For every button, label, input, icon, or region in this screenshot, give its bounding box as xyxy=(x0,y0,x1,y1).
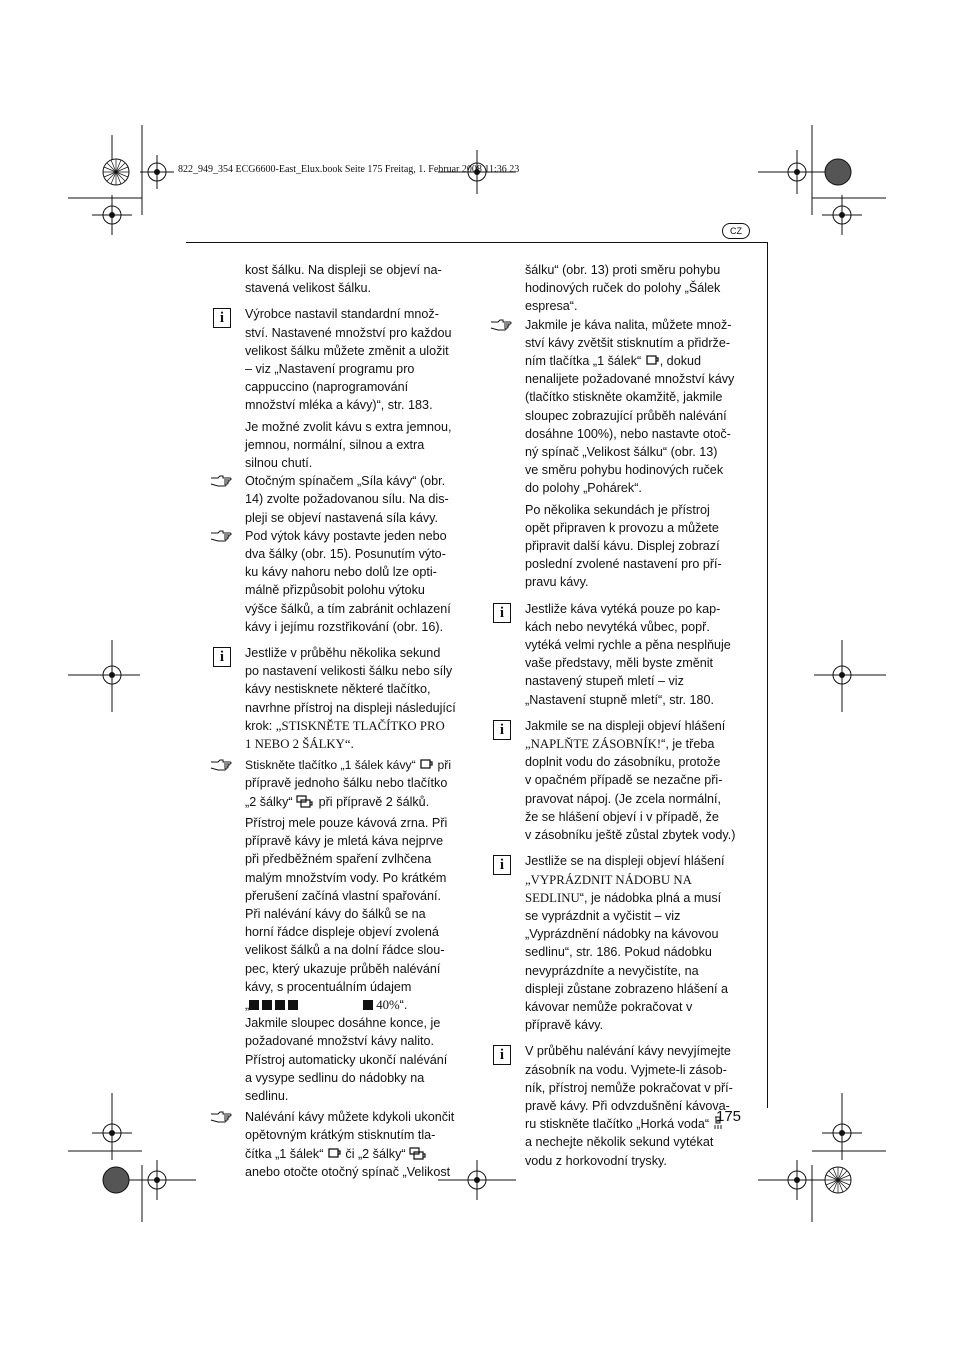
text-line: sloupec zobrazující průběh nalévání xyxy=(525,408,727,423)
text-line: ství. Nastavené množství pro každou xyxy=(245,325,452,340)
text-line: stavená velikost šálku. xyxy=(245,281,371,296)
info-icon: i xyxy=(493,855,511,875)
text-line: pravovat nápoj. (Je zcela normální, xyxy=(525,791,722,806)
text-line: Jakmile se na displeji objeví hlášení xyxy=(525,718,726,733)
two-cups-icon xyxy=(296,795,315,808)
progress-bar-blocks xyxy=(249,998,301,1012)
text-line: nenalijete požadované množství kávy xyxy=(525,372,735,387)
text-line: kávy i jejímu rozstřikování (obr. 16). xyxy=(245,619,444,634)
step-press-cup-button xyxy=(245,757,471,1104)
text-line: navrhne přístroj na displeji následující xyxy=(245,700,456,715)
intro-text xyxy=(245,262,471,296)
continuation-text xyxy=(525,262,751,315)
text-line: 14) zvolte požadovanou sílu. Na dis- xyxy=(245,492,449,507)
text-line xyxy=(525,890,751,906)
text-fragment: , dokud xyxy=(659,354,701,369)
text-line: kávovar nemůže pokračovat v xyxy=(525,999,693,1014)
display-message: „NAPLŇTE ZÁSOBNÍK! xyxy=(525,737,662,752)
text-fragment: Stiskněte tlačítko „1 šálek kávy“ xyxy=(245,758,416,773)
text-line: cappuccino (naprogramování xyxy=(245,380,409,395)
text-line: kávy, s procentuálním údajem xyxy=(245,979,412,994)
text-fragment: “, je třeba xyxy=(661,737,715,752)
info-note-standard-amount xyxy=(219,306,471,471)
text-fragment: ním tlačítka „1 šálek“ xyxy=(525,354,642,369)
text-fragment: ru stiskněte tlačítko „Horká voda“ xyxy=(525,1117,710,1132)
text-line: Je možné zvolit kávu s extra jemnou, xyxy=(245,419,452,434)
file-info-header: 822_949_354 ECG6600-East_Elux.book Seite 175 Freitag, 1. Februar 2008 11:36 23 xyxy=(178,164,520,175)
info-note-water-tank xyxy=(499,1043,751,1168)
text-line: sedlinu“, str. 186. Pokud nádobku xyxy=(525,945,712,960)
text-line: přípravě kávy je mletá káva nejprve xyxy=(245,834,444,849)
step-increase-amount xyxy=(525,317,751,591)
info-note-fill-tank xyxy=(499,718,751,843)
info-note-empty-grounds xyxy=(499,853,751,1033)
text-line: se vyprázdnit a vyčistit – viz xyxy=(525,908,681,923)
text-line: požadované množství kávy nalito. xyxy=(245,1034,435,1049)
text-line: šálku“ (obr. 13) proti směru pohybu xyxy=(525,263,721,277)
two-cups-icon xyxy=(409,1147,428,1160)
text-line: jemnou, normální, silnou a extra xyxy=(245,437,425,452)
text-line: (tlačítko stiskněte okamžitě, jakmile xyxy=(525,390,723,405)
text-line: „Nastavení stupně mletí“, str. 180. xyxy=(525,692,714,707)
display-message: „VYPRÁZDNIT NÁDOBU NA xyxy=(525,872,692,887)
text-line: pleji se objeví nastavená síla kávy. xyxy=(245,510,438,525)
text-line: displeji zůstane zobrazeno hlášení a xyxy=(525,981,729,996)
header-rule xyxy=(186,242,768,243)
text-line: velikost šálků a na dolní řádce slou- xyxy=(245,943,445,958)
progress-end-block xyxy=(363,1000,373,1010)
right-column xyxy=(499,262,751,1171)
info-note-auto-prompt xyxy=(219,645,471,752)
info-note-grind-level xyxy=(499,601,751,708)
one-cup-icon xyxy=(645,354,660,366)
text-line xyxy=(245,1146,471,1162)
display-message: „STISKNĚTE TLAČÍTKO PRO xyxy=(275,718,445,733)
text-line: pravu kávy. xyxy=(525,575,589,590)
text-line xyxy=(245,718,471,734)
text-line: hodinových ruček do polohy „Šálek xyxy=(525,281,721,296)
text-line: přípravě jednoho šálku nebo tlačítko xyxy=(245,776,448,791)
text-fragment: “. xyxy=(399,997,408,1012)
text-line: Jakmile je káva nalita, můžete množ- xyxy=(525,317,732,332)
one-cup-icon xyxy=(327,1147,342,1159)
text-fragment: krok: xyxy=(245,718,276,733)
text-line: opětovným krátkým stisknutím tla- xyxy=(245,1128,436,1143)
text-line: velikost šálku můžete změnit a uložit xyxy=(245,343,449,358)
text-line: kách nebo nevytéká vůbec, popř. xyxy=(525,619,710,634)
text-line: do polohy „Pohárek“. xyxy=(525,481,642,496)
text-line: kávy nestisknete některé tlačítko, xyxy=(245,682,431,697)
display-progress-line xyxy=(245,997,471,1013)
step-place-cups xyxy=(245,528,471,635)
text-line: horní řádce displeje objeví zvolená xyxy=(245,925,439,940)
text-line: Jestliže v průběhu několika sekund xyxy=(245,646,441,661)
text-line: nevyprázdníte a nevyčistíte, na xyxy=(525,963,699,978)
text-line: po nastavení velikosti šálku nebo síly xyxy=(245,664,453,679)
text-line: Výrobce nastavil standardní množ- xyxy=(245,307,439,322)
text-line: – viz „Nastavení programu pro xyxy=(245,362,415,377)
text-line: kost šálku. Na displeji se objeví na- xyxy=(245,263,442,277)
text-fragment: či „2 šálky“ xyxy=(345,1146,406,1161)
text-line: v zásobníku ještě zůstal zbytek vody.) xyxy=(525,828,736,843)
left-column xyxy=(219,262,471,1182)
text-line: ve směru pohybu hodinových ruček xyxy=(525,463,724,478)
text-line: Přístroj mele pouze kávová zrna. Při xyxy=(245,815,448,830)
text-line: a vysype sedlinu do nádobky na xyxy=(245,1070,425,1085)
text-line: Přístroj automaticky ukončí nalévání xyxy=(245,1052,448,1067)
info-icon: i xyxy=(493,720,511,740)
text-line: sedlinu. xyxy=(245,1088,289,1103)
display-message: 1 NEBO 2 ŠÁLKY“. xyxy=(245,737,354,752)
text-line xyxy=(525,736,751,752)
text-line: v opačném případě se nezačne při- xyxy=(525,773,723,788)
text-line xyxy=(245,794,471,810)
info-icon: i xyxy=(493,603,511,623)
pointing-hand-icon xyxy=(210,759,232,771)
text-line: Jakmile sloupec dosáhne konce, je xyxy=(245,1016,441,1031)
text-line: a nechejte několik sekund vytékat xyxy=(525,1135,714,1150)
text-line: doplnit vodu do zásobníku, protože xyxy=(525,755,721,770)
text-line: silnou chutí. xyxy=(245,456,313,471)
page-number: 175 xyxy=(716,1108,742,1125)
info-icon: i xyxy=(213,308,231,328)
text-line: Nalévání kávy můžete kdykoli ukončit xyxy=(245,1110,455,1125)
text-line xyxy=(245,757,471,773)
text-line: málně přizpůsobit polohu výtoku xyxy=(245,583,425,598)
text-line: ník, přístroj nemůže pokračovat v pří- xyxy=(525,1080,733,1095)
text-line: dosáhne 100%), nebo nastavte otoč- xyxy=(525,426,731,441)
text-fragment: „ xyxy=(245,997,250,1012)
text-line: „Vyprázdnění nádobky na kávovou xyxy=(525,927,719,942)
text-line: ku kávy nahoru nebo dolů lze opti- xyxy=(245,565,437,580)
step-coffee-strength xyxy=(245,473,471,526)
step-stop-pouring xyxy=(245,1109,471,1180)
pointing-hand-icon xyxy=(210,475,232,487)
text-line: poslední zvolené nastavení pro pří- xyxy=(525,557,722,572)
text-line: vaše představy, měli byste změnit xyxy=(525,656,714,671)
one-cup-icon xyxy=(419,758,434,770)
text-line: připravit další kávu. Displej zobrazí xyxy=(525,539,720,554)
text-line: pec, který ukazuje průběh nalévání xyxy=(245,961,441,976)
text-fragment: při xyxy=(437,758,452,773)
text-line: Pod výtok kávy postavte jeden nebo xyxy=(245,528,447,543)
text-line: anebo otočte otočný spínač „Velikost xyxy=(245,1164,451,1179)
info-icon: i xyxy=(213,647,231,667)
text-line: přerušení začíná vlastní spařování. xyxy=(245,888,442,903)
text-fragment: při přípravě 2 šálků. xyxy=(318,794,430,809)
text-line: přípravě kávy. xyxy=(525,1018,604,1033)
text-line: množství mléka a kávy)“, str. 183. xyxy=(245,398,433,413)
info-icon: i xyxy=(493,1045,511,1065)
page-edge-rule xyxy=(767,242,768,1108)
pointing-hand-icon xyxy=(210,1111,232,1123)
text-line: Při nalévání kávy do šálků se na xyxy=(245,906,426,921)
text-line: při předběžném spaření zvlhčena xyxy=(245,852,432,867)
text-fragment: „2 šálky“ xyxy=(245,794,293,809)
text-line: malým množstvím vody. Po krátkém xyxy=(245,870,447,885)
text-line: dva šálky (obr. 15). Posunutím výto- xyxy=(245,547,446,562)
progress-percent: 40% xyxy=(376,997,400,1012)
text-line: ství kávy zvětšit stisknutím a přidrže- xyxy=(525,335,731,350)
pointing-hand-icon xyxy=(210,530,232,542)
text-line: Po několika sekundách je přístroj xyxy=(525,502,710,517)
text-fragment: “, je nádobka plná a musí xyxy=(579,890,722,905)
display-message: SEDLINU xyxy=(525,890,580,905)
text-fragment: čítka „1 šálek“ xyxy=(245,1146,324,1161)
text-line: V průběhu nalévání kávy nevyjímejte xyxy=(525,1044,731,1059)
text-line xyxy=(245,736,471,752)
text-line: vodu z horkovodní trysky. xyxy=(525,1153,667,1168)
language-badge: CZ xyxy=(722,223,750,239)
text-line: zásobník na vodu. Vyjmete-li zásob- xyxy=(525,1062,727,1077)
text-line: nastavený stupeň mletí – viz xyxy=(525,674,684,689)
text-line: že se hlášení objeví i v případě, že xyxy=(525,809,719,824)
text-line: ný spínač „Velikost šálku“ (obr. 13) xyxy=(525,445,718,460)
pointing-hand-icon xyxy=(490,319,512,331)
text-line xyxy=(525,353,751,369)
text-line: Otočným spínačem „Síla kávy“ (obr. xyxy=(245,474,446,489)
text-line xyxy=(525,872,751,888)
text-line: vytéká velmi rychle a pěna nesplňuje xyxy=(525,638,731,653)
text-line: výšce šálků, a tím zabránit ochlazení xyxy=(245,601,451,616)
text-line: espresa“. xyxy=(525,299,578,314)
text-line: Jestliže káva vytéká pouze po kap- xyxy=(525,601,721,616)
text-line: pravě kávy. Při odvzdušnění kávova- xyxy=(525,1098,730,1113)
text-line: Jestliže se na displeji objeví hlášení xyxy=(525,854,725,869)
text-line: opět připraven k provozu a můžete xyxy=(525,520,719,535)
